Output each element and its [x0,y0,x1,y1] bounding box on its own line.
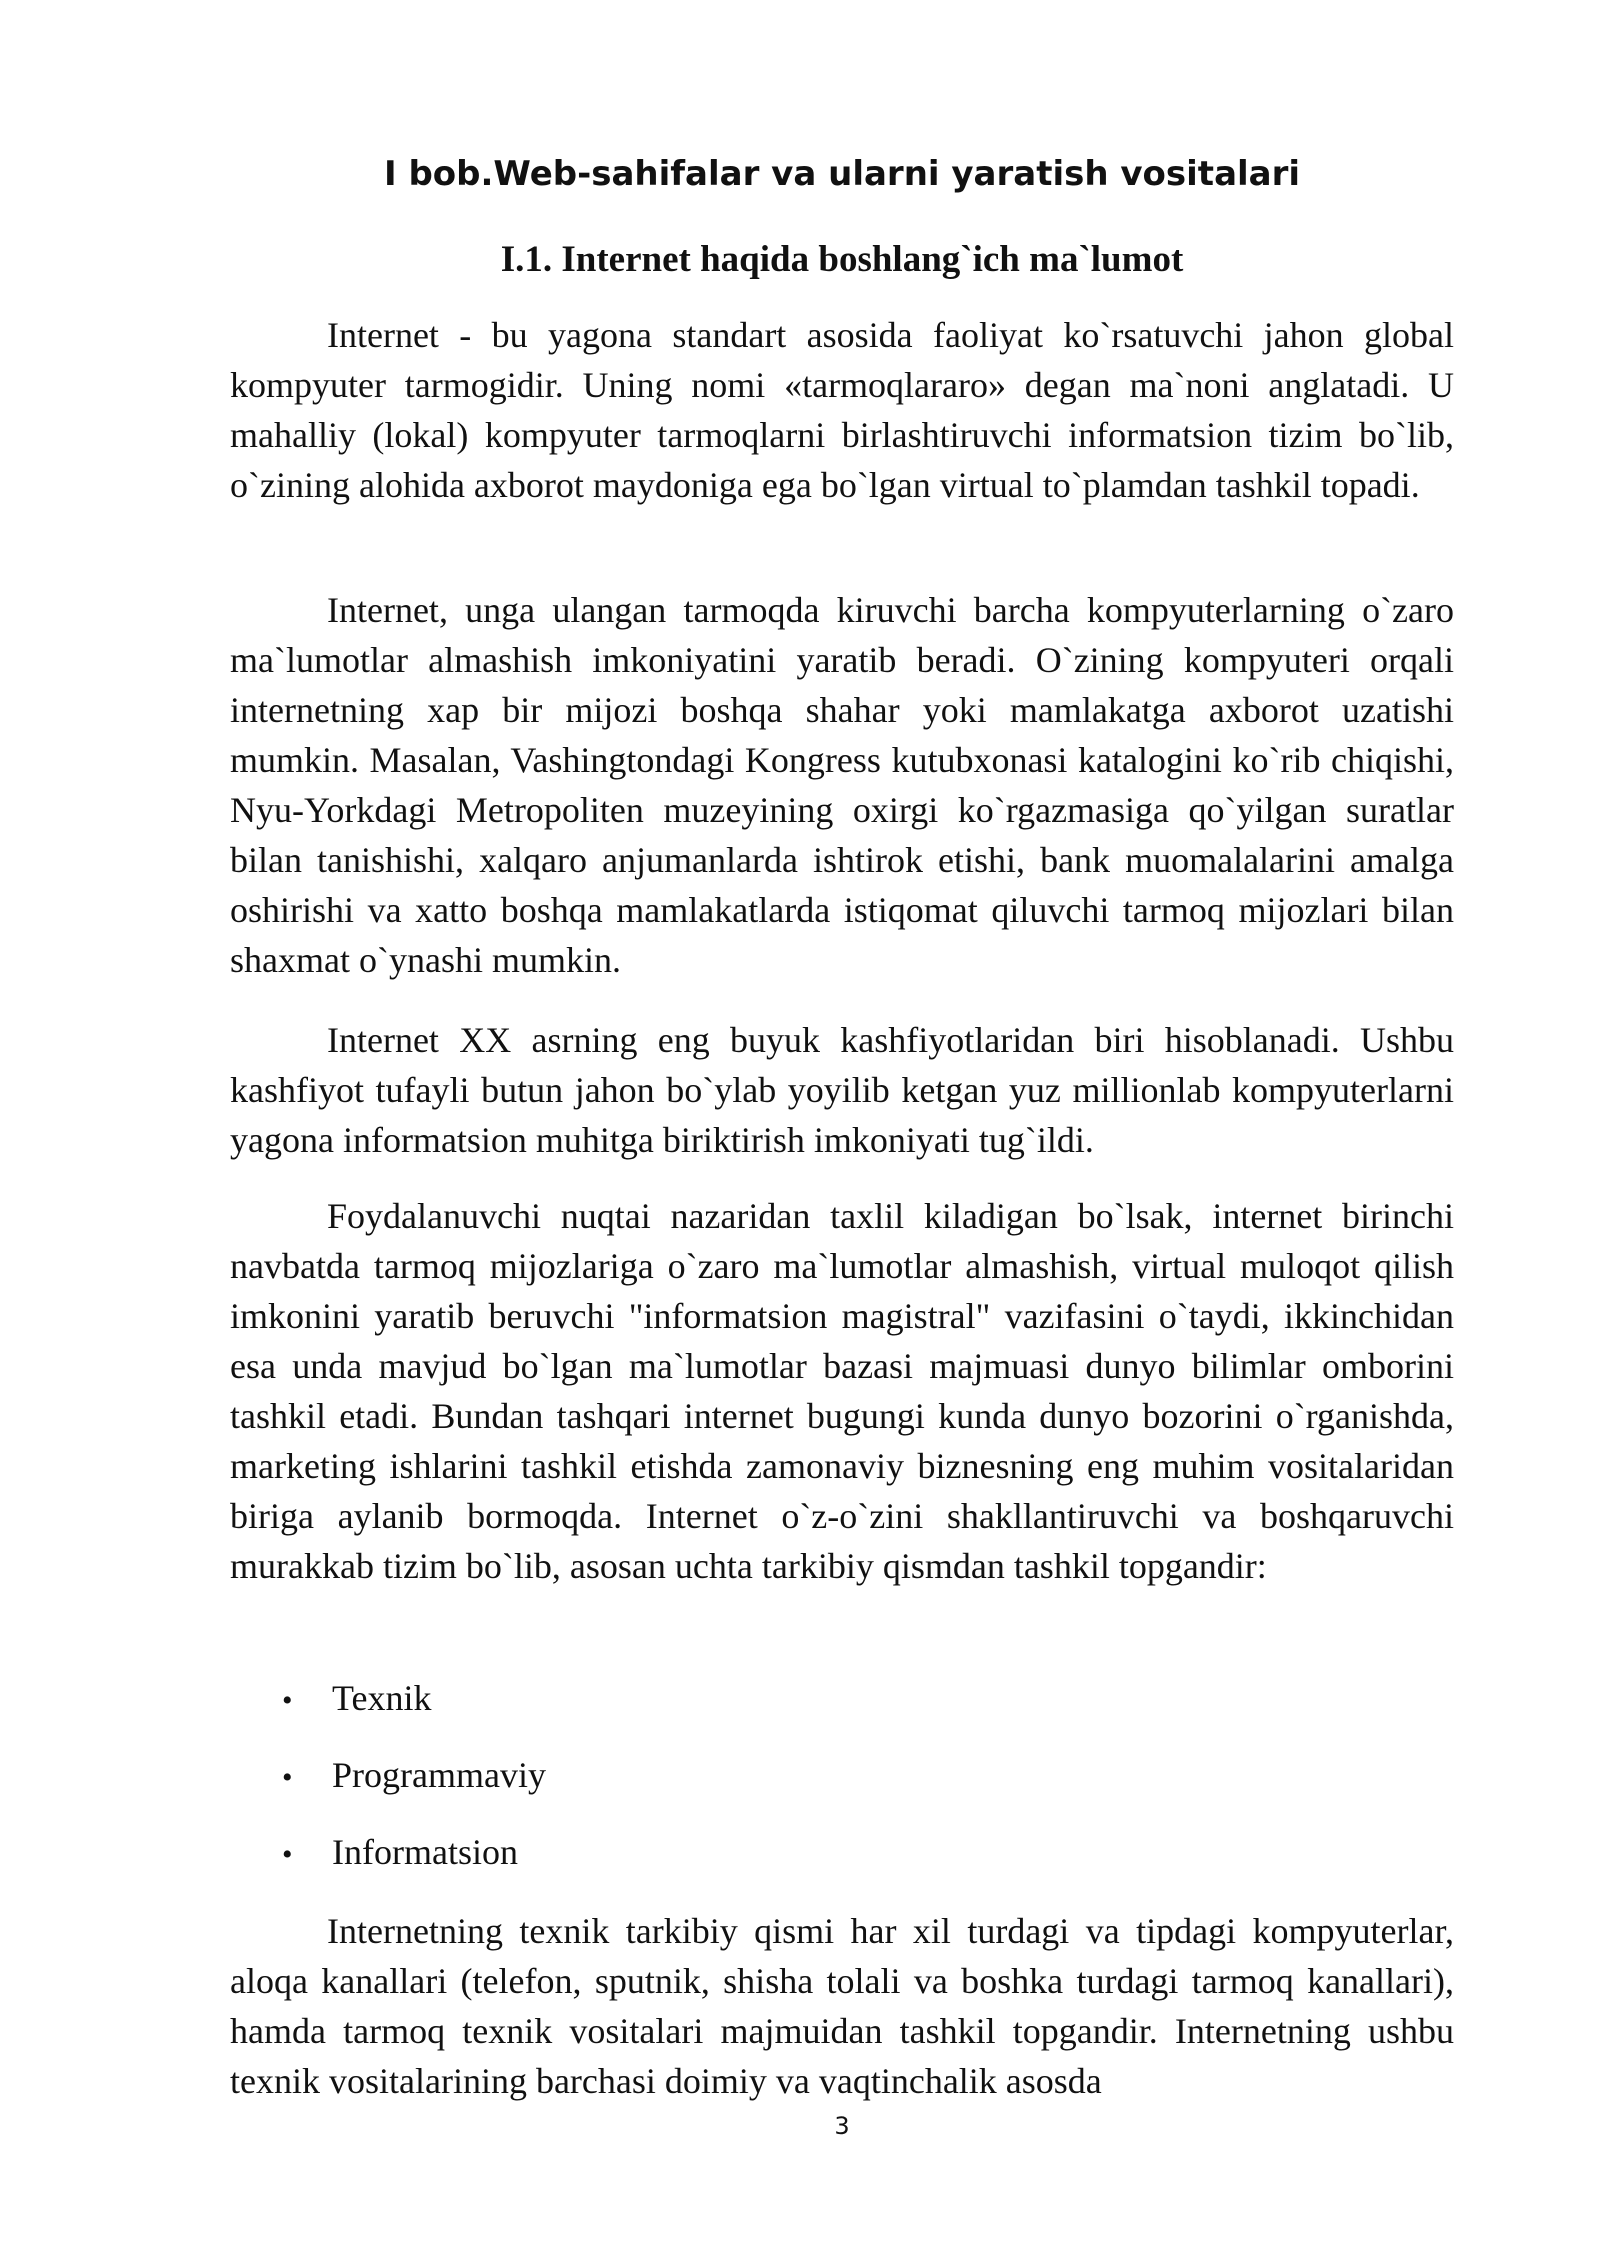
bullet-icon: • [282,1684,293,1717]
list-item [282,1673,882,1726]
page-number: 3 [834,2112,850,2140]
list-item-label: Texnik [332,1678,432,1718]
paragraph: Foydalanuvchi nuqtai nazaridan taxlil kiladigan bo`lsak, internet birinchi navbatda tarmoq mijozlariga o`zaro ma`lumotlar almashish, virtual muloqot qilish imkonini yaratib beruvchi "informatsion magistral" vazifasini o`taydi, ikkinchidan esa unda mavjud bo`lgan ma`lumotlar bazasi majmuasi dunyo bilimlar omborini tashkil etadi. Bundan tashqari internet bugungi kunda dunyo bozorini o`rganishda, marketing ishlarini tashkil etishda zamonaviy biznesning eng muhim vositalaridan biriga aylanib bormoqda. Internet o`z-o`zini shakllantiruvchi va boshqaruvchi murakkab tizim bo`lib, asosan uchta tarkibiy qismdan tashkil topgandir: [230,1196,1454,1586]
list-item [282,1827,882,1880]
chapter-title: I bob.Web-sahifalar va ularni yaratish vositalari [383,154,1301,194]
bullet-icon: • [282,1838,293,1871]
paragraph: Internet, unga ulangan tarmoqda kiruvchi barcha kompyuterlarning o`zaro ma`lumotlar almashish imkoniyatini yaratib beradi. O`zining kompyuteri orqali internetning xap bir mijozi boshqa shahar yoki mamlakatga axborot uzatishi mumkin. Masalan, Vashingtondagi Kongress kutubxonasi katalogini ko`rib chiqishi, Nyu-Yorkdagi Metropoliten muzeyining oxirgi ko`rgazmasiga qo`yilgan suratlar bilan tanishishi, xalqaro anjumanlarda ishtirok etishi, bank muomalalarini amalga oshirishi va xatto boshqa mamlakatlarda istiqomat qiluvchi tarmoq mijozlari bilan shaxmat o`ynashi mumkin. [230,590,1454,980]
paragraph: Internetning texnik tarkibiy qismi har xil turdagi va tipdagi kompyuterlar, aloqa kanallari (telefon, sputnik, shisha tolali va boshka turdagi tarmoq kanallari), hamda tarmoq texnik vositalari majmuidan tashkil topgandir. Internetning ushbu texnik vositalarining barchasi doimiy va vaqtinchalik asosda [230,1911,1454,2101]
paragraph: Internet - bu yagona standart asosida faoliyat ko`rsatuvchi jahon global kompyuter tarmogidir. Uning nomi «tarmoqlararo» degan ma`noni anglatadi. U mahalliy (lokal) kompyuter tarmoqlarni birlashtiruvchi informatsion tizim bo`lib, o`zining alohida axborot maydoniga ega bo`lgan virtual to`plamdan tashkil topadi. [230,315,1454,505]
section-title: I.1. Internet haqida boshlang`ich ma`lumot [500,239,1184,280]
list-item-label: Informatsion [332,1832,518,1872]
bullet-icon: • [282,1761,293,1794]
paragraph: Internet XX asrning eng buyuk kashfiyotlaridan biri hisoblanadi. Ushbu kashfiyot tufayli butun jahon bo`ylab yoyilib ketgan yuz millionlab kompyuterlarni yagona informatsion muhitga biriktirish imkoniyati tug`ildi. [230,1020,1454,1160]
list-item-label: Programmaviy [332,1755,546,1795]
list-item [282,1750,882,1803]
